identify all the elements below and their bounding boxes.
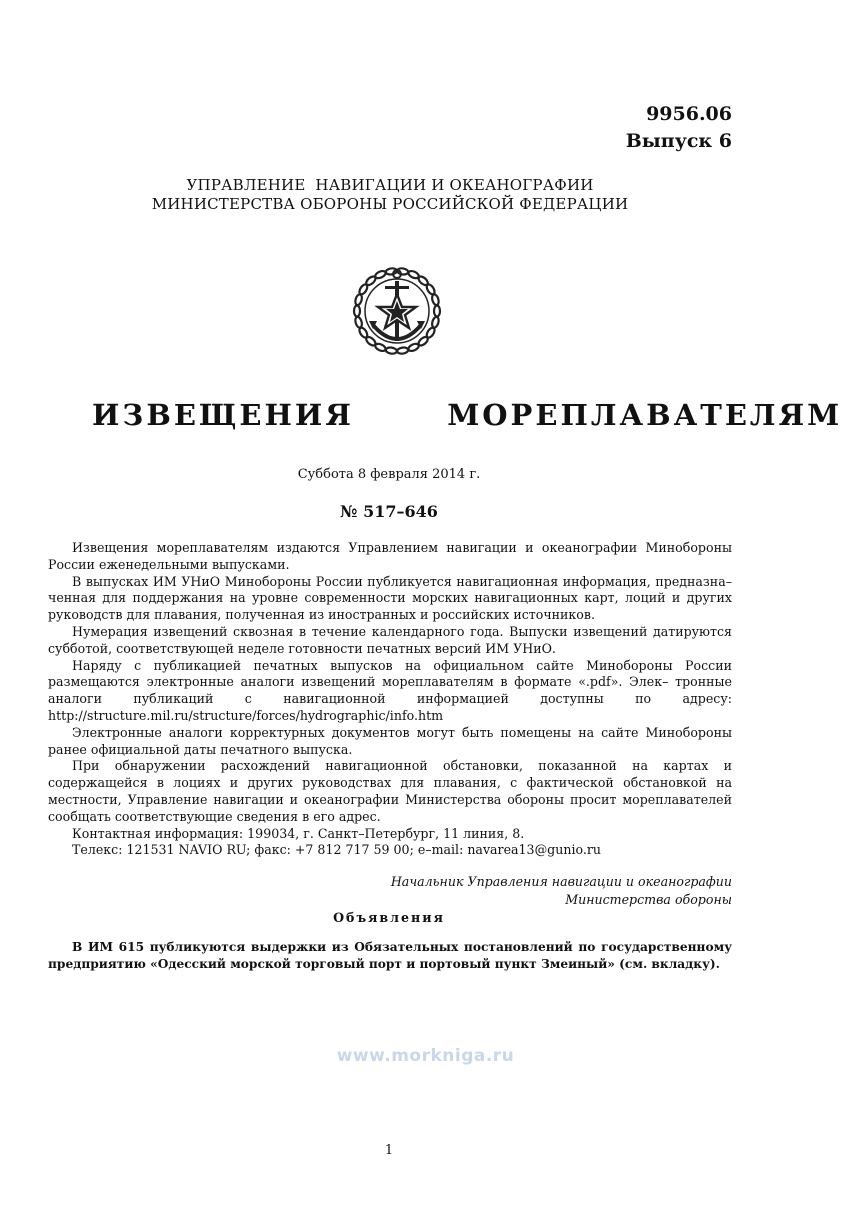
paragraph-1: Извещения мореплавателям издаются Управлением навигации и океанографии Минобороны России еженедельными выпусками. [48,540,732,572]
document-code: 9956.06 [646,103,732,125]
paragraph-6: При обнаружении расхождений навигационной обстановки, показанной на картах и содержащейся в лоциях и других руководствах для плавания, с фактической обстановкой на местности, Управление навигации и океанографии Министерства обороны просит мореплавателей сообщать соответствующие сведения в его адрес. [48,758,732,824]
paragraph-5: Электронные аналоги корректурных документов могут быть помещены на сайте Минобороны ранее официальной даты печатного выпуска. [48,724,732,757]
chain-link [374,270,386,280]
page-number: 1 [384,1143,394,1158]
chain-link [431,294,440,306]
paragraph-contact: Контактная информация: 199034, г. Санкт–Петербург, 11 линия, 8. [72,825,525,841]
announcements-heading: Объявления [333,910,445,925]
chain-link [354,316,363,328]
paragraph-4: Наряду с публикацией печатных выпусков на официальном сайте Минобороны России размещаются электронные аналоги извещений мореплавателям в формате «.pdf». Элек– тронные аналоги публикаций с навигационной информацией доступны по адресу: http://structure.mil.ru/structure/forces/hydrographic/info.htm [48,657,732,723]
watermark: www.morkniga.ru [336,1046,515,1066]
chain-link [431,316,440,328]
issue-number: Выпуск 6 [625,130,732,152]
document-code-block [626,101,732,155]
chain-link [385,347,397,355]
paragraph-2: В выпусках ИМ УНиО Минобороны России публикуется навигационная информация, предназна– ченная для поддержания на уровне современности морских навигационных карт, лоций и других руководств для плавания, полученная из иностранных и российских источников. [48,573,732,623]
announcements-text: В ИМ 615 публикуются выдержки из Обязательных постановлений по государственному предприятию «Одесский морской торговый порт и портовый пункт Змеиный» (см. вкладку). [48,940,732,971]
signature-line-1: Начальник Управления навигации и океанографии [390,874,732,889]
chain-link [434,306,440,317]
chain-link [354,294,363,306]
chain-link [407,342,419,352]
paragraph-3: Нумерация извещений сквозная в течение календарного года. Выпуски извещений датируются субботой, соответствующей неделе готовности печатных версий ИМ УНиО. [48,623,732,656]
organization-line-1: УПРАВЛЕНИЕ НАВИГАЦИИ И ОКЕАНОГРАФИИ [186,176,594,194]
intro-text [48,540,732,859]
organization-header [0,176,780,214]
chain-link [397,347,409,355]
notice-number-range: № 517–646 [340,502,438,521]
page-title: ИЗВЕЩЕНИЯ МОРЕПЛАВАТЕЛЯМ [92,398,843,432]
issue-date: Суббота 8 февраля 2014 г. [297,467,481,482]
signature-line-2: Министерства обороны [565,892,732,907]
chain-link [354,306,360,317]
organization-line-2: МИНИСТЕРСТВА ОБОРОНЫ РОССИЙСКОЙ ФЕДЕРАЦИИ [151,195,629,213]
paragraph-telex: Телекс: 121531 NAVIO RU; факс: +7 812 717 59 00; e–mail: navarea13@gunio.ru [72,842,601,858]
anchor-star-chain-emblem-icon [349,261,445,357]
signature-block [391,873,732,909]
